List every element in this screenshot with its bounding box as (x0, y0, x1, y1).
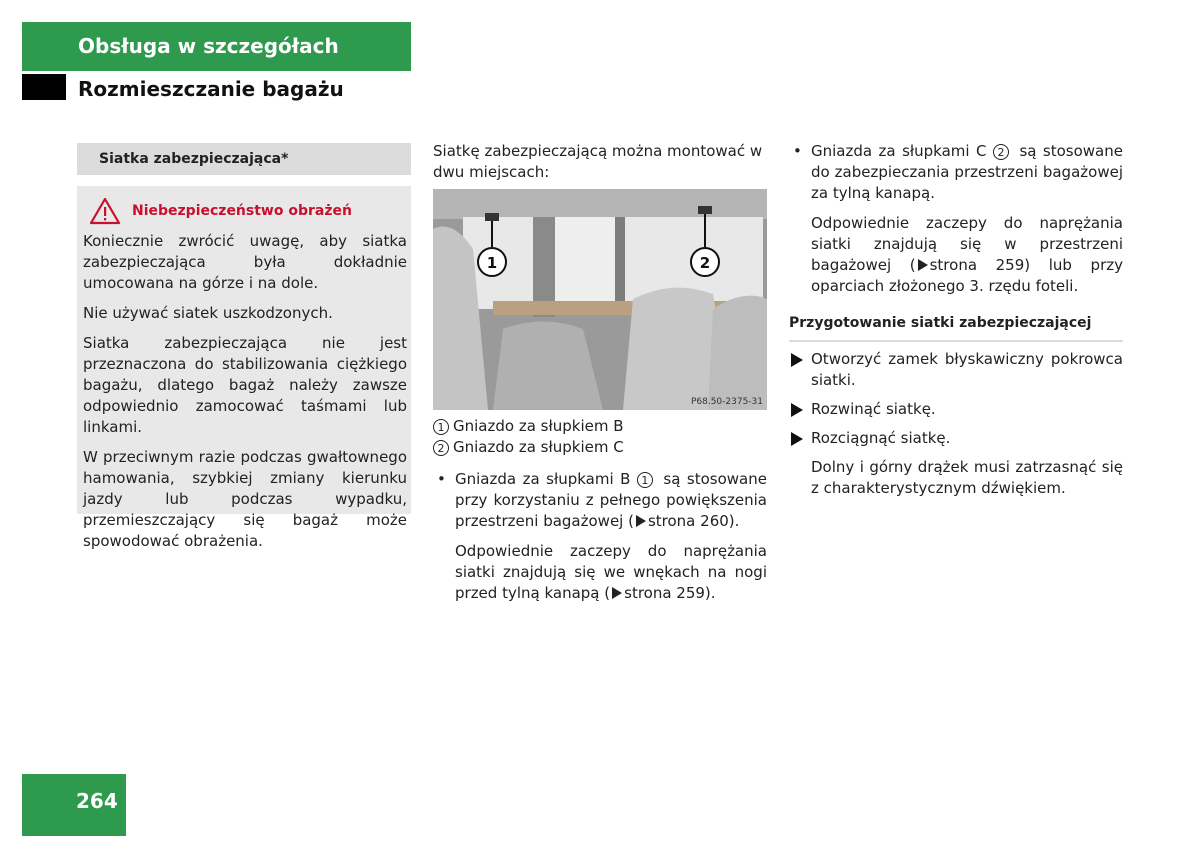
chapter-title: Obsługa w szczegółach (78, 34, 339, 58)
net-heading-box (77, 143, 411, 175)
closing-text: Dolny i górny drążek musi zatrzasnąć się z charakterystycznym dźwiękiem. (811, 458, 1123, 497)
bullet-subtext (789, 213, 1123, 297)
caption-text: Gniazdo za słupkiem C (453, 438, 624, 456)
subtext: Odpowiednie zaczepy do naprężania siatki znajdują się w przestrzeni bagażowej ( (811, 214, 1123, 274)
step-arrow-icon (791, 403, 803, 417)
section-marker (22, 74, 66, 100)
page-ref: strona 259). (624, 584, 716, 602)
preparation-heading-text: Przygotowanie siatki zabezpieczającej (789, 315, 1092, 331)
bullet-dot: • (437, 470, 446, 488)
intro-text: Siatkę zabezpieczającą można montować w dwu miejscach: (433, 142, 763, 181)
step-item (789, 349, 1123, 391)
caption-item (433, 416, 767, 437)
caption-number: 2 (433, 440, 449, 456)
car-interior-photo (433, 189, 767, 410)
page-ref-arrow-icon (918, 259, 928, 271)
column-2-intro (433, 141, 767, 183)
step-arrow-icon (791, 353, 803, 367)
warning-paragraph: Nie używać siatek uszkodzonych. (83, 304, 333, 322)
warning-texts (83, 231, 407, 561)
bullet-text: Gniazda za słupkami C (811, 142, 987, 160)
step-arrow-icon (791, 432, 803, 446)
warning-paragraph: Siatka zabezpieczająca nie jest przeznaczona do stabilizowania ciężkiego bagażu, dlatego bagaż należy zawsze odpowiednio zamocować taśmami lub linkami. (83, 334, 407, 436)
warning-paragraph: W przeciwnym razie podczas gwałtownego hamowania, szybkiej zmiany kierunku jazdy lub podczas wypadku, przemieszczający się bagaż może spowodować obrażenia. (83, 448, 407, 550)
bullet-item (789, 141, 1123, 204)
callout-1-label: 1 (486, 254, 498, 272)
step-text: Rozciągnąć siatkę. (811, 429, 951, 447)
page-ref: strona 259) lub przy oparciach złożonego 3. rzędu foteli. (811, 256, 1123, 295)
bullet-subtext (433, 541, 767, 604)
subtext: Odpowiednie zaczepy do naprężania siatki znajdują się we wnękach na nogi przed tylną kanapą ( (455, 542, 767, 602)
bullet-item (433, 469, 767, 532)
page-ref-arrow-icon (612, 587, 622, 599)
section-title: Rozmieszczanie bagażu (78, 77, 344, 101)
inline-number: 2 (993, 144, 1009, 160)
page-ref-arrow-icon (636, 515, 646, 527)
warning-title: Niebezpieczeństwo obrażeń (132, 203, 352, 219)
column-2-bullets (433, 469, 767, 604)
bullet-text: są stosowane do zabezpieczania przestrzeni bagażowej za tylną kanapą. (811, 142, 1123, 202)
page-ref: strona 260). (647, 512, 740, 530)
photo-captions (433, 416, 767, 458)
net-heading: Siatka zabezpieczająca* (99, 151, 289, 167)
page-number: 264 (76, 789, 118, 813)
warning-triangle-icon (89, 197, 121, 225)
preparation-heading (789, 312, 1123, 342)
caption-number: 1 (433, 419, 449, 435)
caption-item (433, 437, 767, 458)
caption-text: Gniazdo za słupkiem B (453, 417, 624, 435)
preparation-steps (789, 349, 1123, 499)
step-item (789, 399, 1123, 420)
inline-number: 1 (637, 472, 653, 488)
image-code: P68.50-2375-31 (690, 397, 763, 407)
step-text: Otworzyć zamek błyskawiczny pokrowca siatki. (811, 350, 1123, 389)
column-3-bullets (789, 141, 1123, 297)
step-text: Rozwinąć siatkę. (811, 400, 936, 418)
bullet-dot: • (793, 142, 802, 160)
warning-paragraph: Koniecznie zwrócić uwagę, aby siatka zabezpieczająca była dokładnie umocowana na górze i na dole. (83, 232, 407, 292)
step-item (789, 428, 1123, 449)
callout-2-label: 2 (699, 254, 711, 272)
bullet-text: są stosowane przy korzystaniu z pełnego powiększenia przestrzeni bagażowej ( (455, 470, 767, 530)
bullet-text: Gniazda za słupkami B (455, 470, 631, 488)
